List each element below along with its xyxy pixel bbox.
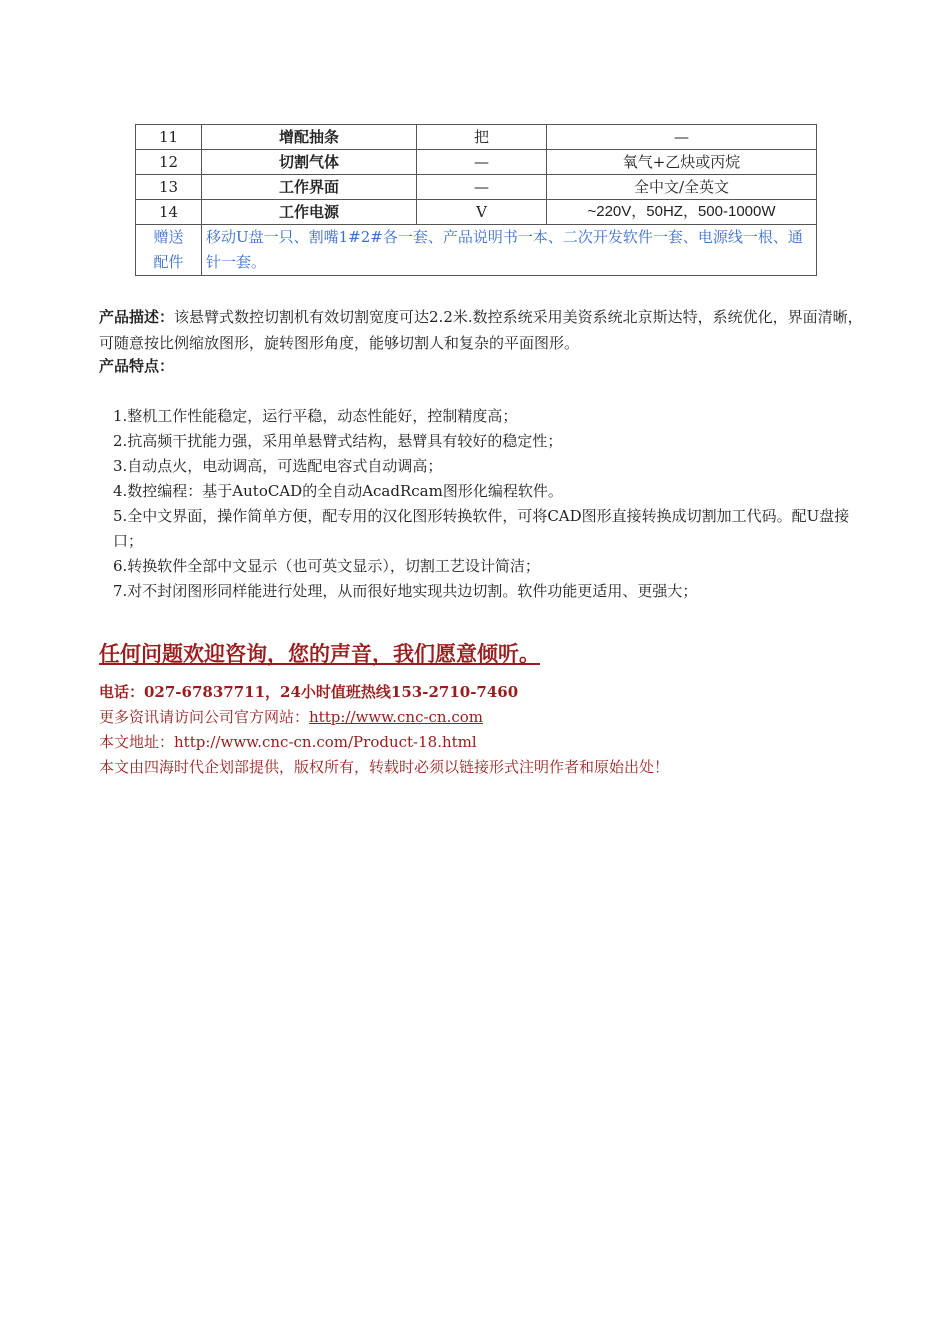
list-item: 6.转换软件全部中文显示（也可英文显示），切割工艺设计简洁； (113, 557, 540, 575)
website-link[interactable]: http://www.cnc-cn.com (309, 708, 484, 726)
table-row (136, 200, 817, 225)
item-value: 氧气+乙炔或丙烷 (547, 150, 817, 175)
table-row (136, 175, 817, 200)
item-unit: V (417, 200, 547, 225)
gift-label-line1: 赠送 (153, 228, 184, 246)
item-name: 切割气体 (202, 150, 417, 175)
item-name: 工作界面 (202, 175, 417, 200)
table-row (136, 150, 817, 175)
slogan-heading: 任何问题欢迎咨询，您的声音，我们愿意倾听。 (99, 642, 540, 666)
item-unit: 把 (417, 125, 547, 150)
description-text: 该悬臂式数控切割机有效切割宽度可达2.2米.数控系统采用美资系统北京斯达特，系统优化，界面清晰，可随意按比例缩放图形，旋转图形角度，能够切割人和复杂的平面图形。 (99, 308, 863, 352)
features-title: 产品特点： (99, 357, 175, 375)
phone-line: 电话：027-67837711，24小时值班热线153-2710-7460 (99, 683, 519, 701)
spec-table (135, 124, 817, 276)
gift-text: 移动U盘一只、割嘴1#2#各一套、产品说明书一本、二次开发软件一套、电源线一根、通针一套。 (202, 225, 817, 276)
item-value: — (547, 125, 817, 150)
contact-block (99, 680, 669, 780)
item-unit: — (417, 175, 547, 200)
row-number: 12 (136, 150, 202, 175)
list-item: 7.对不封闭图形同样能进行处理，从而很好地实现共边切割。软件功能更适用、更强大； (113, 582, 698, 600)
website-line (99, 705, 669, 730)
row-number: 13 (136, 175, 202, 200)
gift-label (136, 225, 202, 276)
list-item: 4.数控编程：基于AutoCAD的全自动AcadRcam图形化编程软件。 (113, 482, 563, 500)
product-description (99, 304, 869, 356)
gift-row (136, 225, 817, 276)
row-number: 14 (136, 200, 202, 225)
item-unit: — (417, 150, 547, 175)
gift-label-line2: 配件 (153, 253, 184, 271)
list-item: 1.整机工作性能稳定，运行平稳，动态性能好，控制精度高； (113, 407, 518, 425)
address-line: 本文地址：http://www.cnc-cn.com/Product-18.html (99, 733, 477, 751)
website-prefix: 更多资讯请访问公司官方网站： (99, 708, 310, 726)
item-name: 增配抽条 (202, 125, 417, 150)
features-list (113, 404, 853, 604)
list-item: 3.自动点火，电动调高，可选配电容式自动调高； (113, 457, 443, 475)
list-item: 2.抗高频干扰能力强，采用单悬臂式结构，悬臂具有较好的稳定性； (113, 432, 563, 450)
item-value: ~220V，50HZ，500-1000W (547, 200, 817, 225)
row-number: 11 (136, 125, 202, 150)
item-name: 工作电源 (202, 200, 417, 225)
copyright-line: 本文由四海时代企划部提供，版权所有，转载时必须以链接形式注明作者和原始出处！ (99, 758, 670, 776)
list-item: 5.全中文界面，操作简单方便，配专用的汉化图形转换软件，可将CAD图形直接转换成切割加工代码。配U盘接口； (113, 507, 850, 550)
description-label: 产品描述： (99, 308, 175, 326)
item-value: 全中文/全英文 (547, 175, 817, 200)
table-row (136, 125, 817, 150)
